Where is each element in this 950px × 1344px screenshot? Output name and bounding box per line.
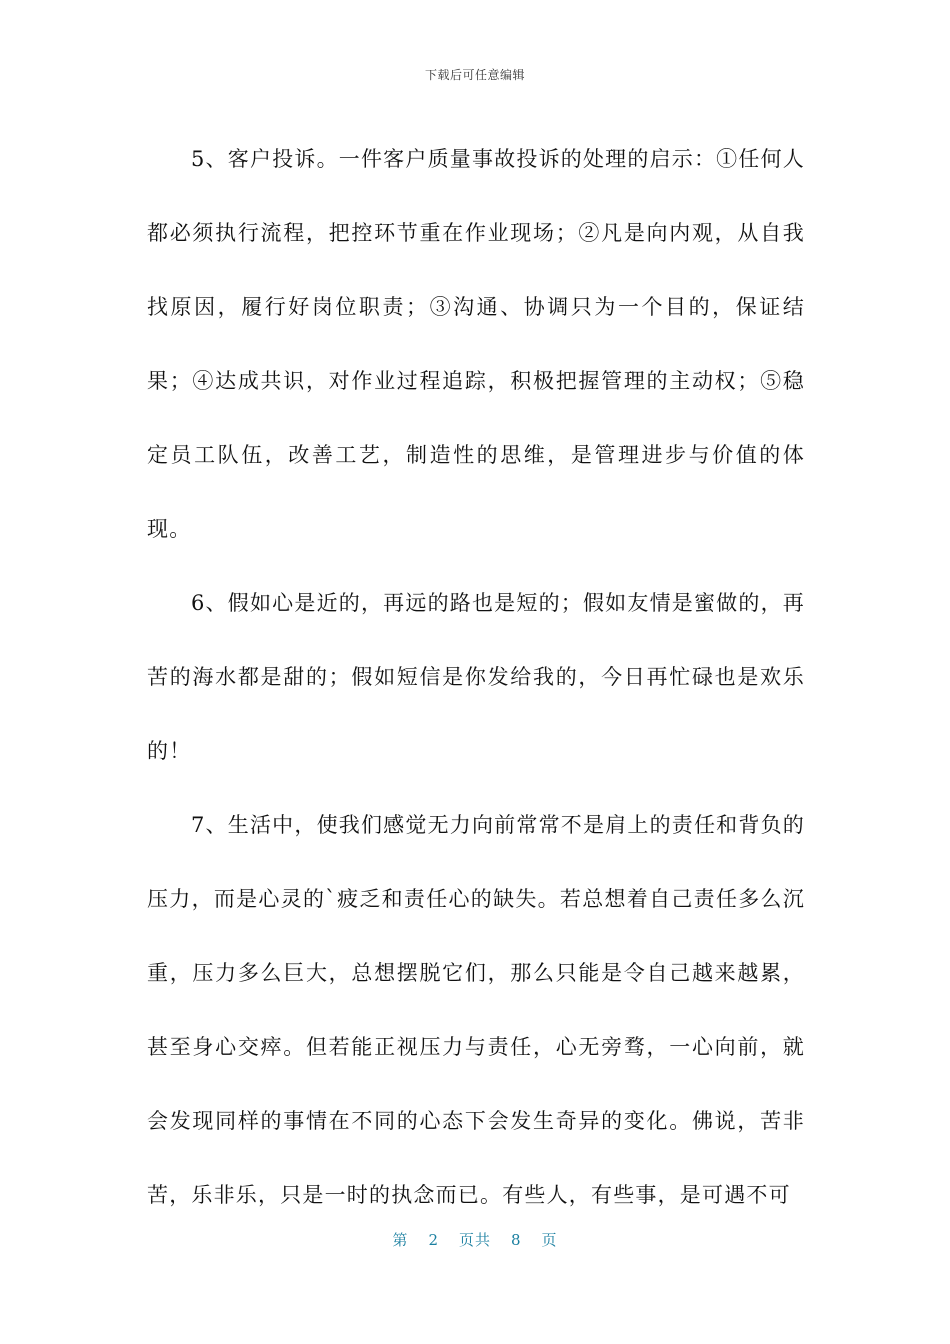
footer-page-number: 2 bbox=[428, 1231, 439, 1249]
footer-middle: 页共 bbox=[458, 1231, 491, 1249]
page-header: 下载后可任意编辑 bbox=[424, 68, 525, 82]
paragraph-5: 5、客户投诉。一件客户质量事故投诉的处理的启示：①任何人都必须执行流程，把控环节重在作业现场；②凡是向内观，从自我找原因，履行好岗位职责；③沟通、协调只为一个目的，保证结果；④达成共识，对作业过程追踪，积极把握管理的主动权；⑤稳定员工队伍，改善工艺，制造性的思维，是管理进步与价值的体现。 bbox=[147, 147, 805, 541]
paragraph-6: 6、假如心是近的，再远的路也是短的；假如友情是蜜做的，再苦的海水都是甜的；假如短信是你发给我的，今日再忙碌也是欢乐的！ bbox=[147, 591, 805, 763]
page-footer bbox=[0, 1229, 950, 1250]
document-body bbox=[147, 122, 805, 1232]
footer-suffix: 页 bbox=[541, 1231, 558, 1249]
footer-prefix: 第 bbox=[392, 1231, 409, 1249]
footer-total-pages: 8 bbox=[511, 1231, 522, 1249]
paragraph-7: 7、生活中，使我们感觉无力向前常常不是肩上的责任和背负的压力，而是心灵的`疲乏和责任心的缺失。若总想着自己责任多么沉重，压力多么巨大，总想摆脱它们，那么只能是令自己越来越累，甚至身心交瘁。但若能正视压力与责任，心无旁骛，一心向前，就会发现同样的事情在不同的心态下会发生奇异的变化。佛说，苦非苦，乐非乐，只是一时的执念而已。有些人，有些事，是可遇不可 bbox=[147, 813, 805, 1207]
